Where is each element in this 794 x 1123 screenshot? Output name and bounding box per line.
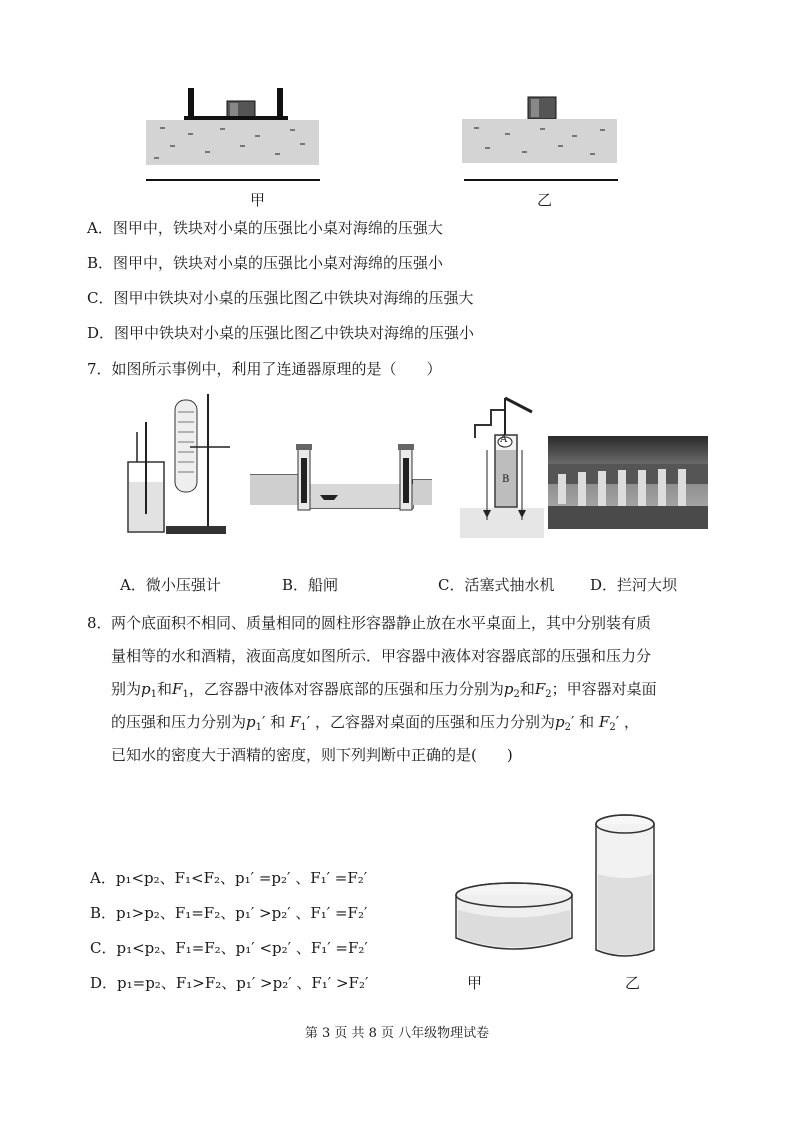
q6-option-a: A．图甲中，铁块对小桌的压强比小桌对海绵的压强大 <box>87 219 443 237</box>
figure-label-right: 乙 <box>537 191 553 209</box>
q8-line-5: 已知水的密度大于酒精的密度，则下列判断中正确的是( ) <box>111 746 513 764</box>
sponge-figure-right <box>460 95 630 185</box>
q8-line-2: 量相等的水和酒精，液面高度如图所示．甲容器中液体对容器底部的压强和压力分 <box>111 647 652 665</box>
q6-option-c: C．图甲中铁块对小桌的压强比图乙中铁块对海绵的压强大 <box>87 289 474 307</box>
wide-container-image <box>452 880 577 960</box>
pump-label-b: B <box>502 474 510 485</box>
q8-number: 8． <box>87 614 112 632</box>
q8-option-b: B．p₁>p₂、F₁=F₂、p₁′ >p₂′ 、F₁′ =F₂′ <box>90 904 368 922</box>
pump-label-a: A <box>500 434 508 445</box>
page-footer: 第 3 页 共 8 页 八年级物理试卷 <box>304 1026 490 1041</box>
micro-pressure-gauge-image <box>120 392 240 540</box>
dam-photo-image <box>548 436 708 529</box>
q8-line-1: 两个底面积不相同、质量相同的圆柱形容器静止放在水平桌面上，其中分别装有质 <box>111 614 652 632</box>
tall-container-image <box>593 812 658 962</box>
figure-label-left: 甲 <box>250 191 266 209</box>
q7-option-b: B．船闸 <box>282 576 339 594</box>
q6-option-d: D．图甲中铁块对小桌的压强比图乙中铁块对海绵的压强小 <box>87 324 475 342</box>
q7-option-a: A．微小压强计 <box>120 576 221 594</box>
q8-option-c: C．p₁<p₂、F₁=F₂、p₁′ <p₂′ 、F₁′ =F₂′ <box>90 939 368 957</box>
q8-line-4: 的压强和压力分别为$p_1'$ 和 $F_1'$ ，乙容器对桌面的压强和压力分别为$p_2'$ 和 $F_2'$ ， <box>111 713 639 733</box>
ship-lock-image <box>248 440 433 515</box>
q8-option-a: A．p₁<p₂、F₁<F₂、p₁′ =p₂′ 、F₁′ =F₂′ <box>90 869 368 887</box>
q7-stem: 7．如图所示事例中，利用了连通器原理的是（ ） <box>87 360 442 378</box>
q8-option-d: D．p₁=p₂、F₁>F₂、p₁′ >p₂′ 、F₁′ >F₂′ <box>90 974 369 992</box>
q7-option-c: C．活塞式抽水机 <box>438 576 555 594</box>
sponge-figure-left <box>140 85 325 185</box>
q7-option-d: D．拦河大坝 <box>590 576 678 594</box>
container-label-right: 乙 <box>625 974 641 992</box>
container-label-left: 甲 <box>467 974 483 992</box>
q6-option-b: B．图甲中，铁块对小桌的压强比小桌对海绵的压强小 <box>87 254 444 272</box>
piston-pump-image <box>457 390 547 540</box>
q8-line-3: 别为$p_1$和$F_1$，乙容器中液体对容器底部的压强和压力分别为$p_2$和$F_2$；甲容器对桌面 <box>111 680 657 700</box>
